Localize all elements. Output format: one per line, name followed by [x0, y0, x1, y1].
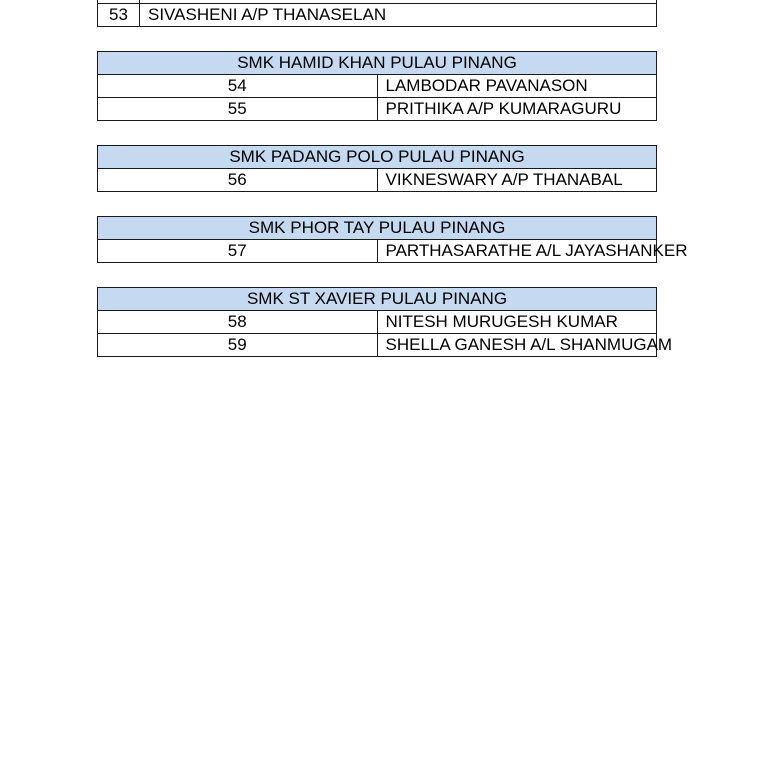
school-table-st-xavier	[97, 287, 673, 357]
student-name: SHELLA GANESH A/L SHANMUGAM	[377, 334, 657, 357]
table-row	[98, 240, 657, 263]
school-header-row	[98, 146, 657, 169]
school-name: SMK HAMID KHAN PULAU PINANG	[98, 52, 657, 75]
student-number: 58	[98, 311, 378, 334]
table-row	[98, 334, 657, 357]
school-table-hamid-khan	[97, 51, 657, 121]
student-name: LAMBODAR PAVANASON	[377, 75, 657, 98]
school-table-phor-tay	[97, 216, 688, 263]
student-name: VIKNESWARY A/P THANABAL	[377, 169, 657, 192]
previous-school-table	[97, 0, 657, 27]
student-name: NITESH MURUGESH KUMAR	[377, 311, 657, 334]
student-list-document	[97, 0, 688, 381]
school-header-row	[98, 52, 657, 75]
student-name: PARTHASARATHE A/L JAYASHANKER	[377, 240, 657, 263]
table-row	[98, 169, 657, 192]
school-header-row	[98, 288, 657, 311]
student-number: 57	[98, 240, 378, 263]
school-table-padang-polo	[97, 145, 657, 192]
student-number: 54	[98, 75, 378, 98]
student-number: 55	[98, 98, 378, 121]
table-row	[98, 75, 657, 98]
school-name: SMK ST XAVIER PULAU PINANG	[98, 288, 657, 311]
table-row	[98, 4, 657, 27]
school-name: SMK PADANG POLO PULAU PINANG	[98, 146, 657, 169]
student-name: SIVASHENI A/P THANASELAN	[140, 4, 657, 27]
school-name: SMK PHOR TAY PULAU PINANG	[98, 217, 657, 240]
school-header-row	[98, 217, 657, 240]
table-row	[98, 98, 657, 121]
student-number: 56	[98, 169, 378, 192]
table-row	[98, 311, 657, 334]
student-number: 59	[98, 334, 378, 357]
student-number: 53	[98, 4, 140, 27]
student-name: PRITHIKA A/P KUMARAGURU	[377, 98, 657, 121]
